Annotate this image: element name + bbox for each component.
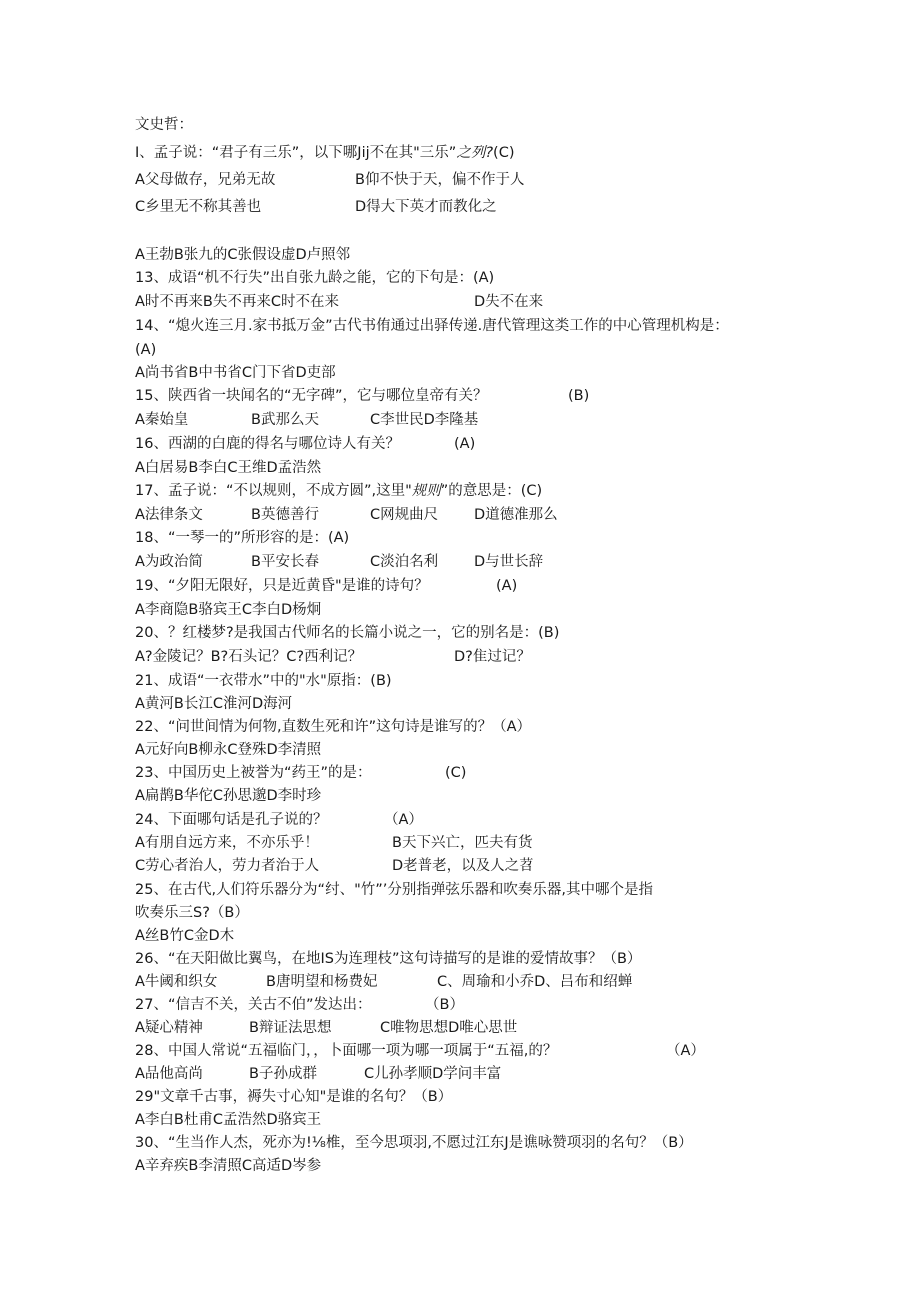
question-1-answer: (C)	[493, 145, 515, 161]
question-23-stem: 23、中国历史上被誉为“药王”的是：	[135, 765, 372, 781]
question-17	[135, 481, 542, 501]
question-17-stem-italic: 规则	[411, 483, 441, 499]
question-14-options: A尚书省B中书省C门下省D吏部	[135, 365, 336, 381]
question-19-options: A李商隐B骆宾王C李白D杨炯	[135, 602, 322, 618]
question-24-answer: （A）	[384, 812, 423, 828]
question-15-option-b: B武那么天	[251, 412, 319, 428]
question-17-option-a: A法律条文	[135, 507, 203, 523]
question-18-option-a: A为政治简	[135, 554, 203, 570]
question-17-option-c: C网规曲尺	[370, 507, 439, 523]
question-21-stem: 21、成语“一衣带水”中的"水"原指：(B)	[135, 673, 392, 689]
question-19-answer: (A)	[496, 578, 518, 594]
question-1-option-a: A父母做存，兄弟无故	[135, 172, 276, 188]
question-26-stem: 26、“在天阳做比翼鸟，在地IS为连理枝”这句诗描写的是谁的爱情故事？（B）	[135, 951, 642, 967]
question-19-stem: 19、“夕阳无限好，只是近黄昏"是谁的诗句？	[135, 578, 429, 594]
question-26-options-cd: C、周瑜和小乔D、吕布和绍蝉	[437, 974, 633, 990]
question-24-stem: 24、下面哪句话是孔子说的？	[135, 812, 328, 828]
question-1-stem-italic: 之列?	[456, 145, 494, 161]
question-25-stem-continued: 吹奏乐三S?（B）	[135, 905, 249, 921]
question-26-option-a: A牛阈和织女	[135, 974, 218, 990]
question-28-options-cd: C儿孙孝顺D学问丰富	[364, 1066, 502, 1082]
question-21-options: A黄河B长江C淮河D海河	[135, 696, 293, 712]
question-1-option-c: C乡里无不称其善也	[135, 199, 262, 215]
section-heading: 文史哲：	[135, 117, 193, 133]
question-24-option-c: C劳心者治人，劳力者治于人	[135, 858, 320, 874]
question-24-option-b: B天下兴亡，匹夫有货	[392, 835, 533, 851]
question-24-option-d: D老普老，以及人之苕	[392, 858, 534, 874]
question-30-stem: 30、“生当作人杰，死亦为!⅛椎，至今思项羽,不愿过江东J是谯咏赞项羽的名句？（B）	[135, 1135, 693, 1151]
question-20-options-abc: A?金陵记？B?石头记？C?西利记？	[135, 649, 363, 665]
question-20-option-d: D?隹过记？	[454, 649, 531, 665]
question-18-option-b: B平安长春	[251, 554, 319, 570]
question-17-stem: 17、孟子说：“不以规则，不成方圆”,这里"	[135, 483, 412, 499]
question-1-stem: I、孟子说：“君子有三乐”，以下哪Jij不在其"三乐”	[135, 145, 457, 161]
question-27-options-cd: C唯物思想D唯心思世	[380, 1020, 518, 1036]
question-15-answer: (B)	[568, 388, 590, 404]
question-30-options: A辛弃疾B李清照C高适D岑参	[135, 1158, 322, 1174]
question-27-option-a: A疑心精神	[135, 1020, 203, 1036]
question-22-options: A元好向B柳永C登殊D李清照	[135, 742, 322, 758]
question-29-options: A李白B杜甫C孟浩然D骆宾王	[135, 1112, 322, 1128]
question-17-stem-end: ”的意思是：(C)	[440, 483, 543, 499]
question-18-option-c: C淡泊名利	[370, 554, 439, 570]
question-28-stem: 28、中国人常说“五福临门，，卜面哪一项为哪一项属于“五福,的？	[135, 1043, 558, 1059]
question-27-stem: 27、“信吉不关，关古不伯”发达出：	[135, 997, 372, 1013]
question-25-stem: 25、在古代,人们符乐器分为“纣、"竹”’分别指弹弦乐器和吹奏乐器,其中哪个是指	[135, 882, 653, 898]
question-14-answer: (A)	[135, 342, 157, 358]
question-28-option-b: B子孙成群	[249, 1066, 317, 1082]
question-29-stem: 29"文章千古事，褥失寸心知"是谁的名句？（B）	[135, 1089, 453, 1105]
question-17-option-b: B英德善行	[251, 507, 319, 523]
question-1-option-b: B仰不快于天，偏不作于人	[355, 172, 525, 188]
question-25-options: A丝B竹C金D木	[135, 928, 235, 944]
question-23-answer: (C)	[445, 765, 467, 781]
question-15-options-cd: C李世民D李隆基	[370, 412, 479, 428]
question-26-option-b: B唐明望和杨费妃	[266, 974, 378, 990]
question-1-option-d: D得大下英才而教化之	[355, 199, 497, 215]
question-14-stem: 14、“熄火连三月.家书抵万金”古代书侑通过出驿传递.唐代管理这类工作的中心管理机构是：	[135, 318, 729, 334]
question-28-answer: （A）	[666, 1043, 705, 1059]
question-12-options: A王勃B张九的C张假设虚D卢照邻	[135, 247, 351, 263]
question-18-option-d: D与世长辞	[474, 554, 544, 570]
question-20-stem: 20、？红楼梦?是我国古代师名的长篇小说之一，它的别名是：(B)	[135, 625, 560, 641]
question-13-stem: 13、成语“机不行失”出自张九龄之能，它的下句是：(A)	[135, 270, 495, 286]
question-1	[135, 143, 514, 163]
question-24-option-a: A有朋自远方来，不亦乐乎！	[135, 835, 319, 851]
question-22-stem: 22、“问世间情为何物,直数生死和许”这句诗是谁写的？（A）	[135, 719, 532, 735]
question-16-options: A白居易B李白C王维D孟浩然	[135, 460, 322, 476]
question-16-stem: 16、西湖的白鹿的得名与哪位诗人有关？	[135, 436, 400, 452]
question-18-stem: 18、“一琴一的”所形容的是：(A)	[135, 530, 350, 546]
question-28-option-a: A品他高尚	[135, 1066, 203, 1082]
question-15-option-a: A秦始皇	[135, 412, 189, 428]
question-27-answer: （B）	[425, 997, 464, 1013]
question-17-option-d: D道德准那么	[474, 507, 558, 523]
question-23-options: A扁鹊B华佗C孙思邈D李时珍	[135, 788, 322, 804]
question-27-option-b: B辩证法思想	[249, 1020, 332, 1036]
question-15-stem: 15、陕西省一块闻名的“无字碑”，它与哪位皇帝有关？	[135, 388, 488, 404]
question-16-answer: (A)	[454, 436, 476, 452]
question-13-option-d: D失不在来	[474, 294, 544, 310]
question-13-options-abc: A时不再来B失不再来C时不在来	[135, 294, 339, 310]
